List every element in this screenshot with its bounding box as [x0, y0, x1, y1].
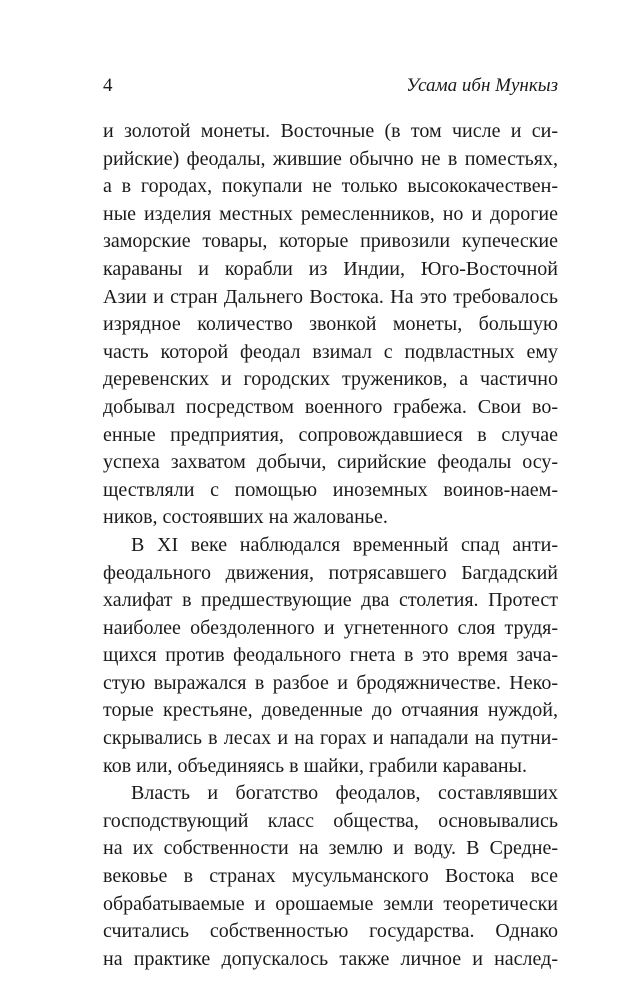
text-line: ков или, объединяясь в шайки, грабили караваны. — [103, 754, 527, 777]
text-line: рийские) феодалы, жившие обычно не в поместьях, — [103, 147, 558, 170]
text-line: караваны и корабли из Индии, Юго-Восточной — [103, 257, 558, 280]
text-line: деревенских и городских тружеников, а частично — [103, 368, 558, 391]
text-line: Власть и богатство феодалов, составлявших — [131, 782, 558, 805]
text-line: часть которой феодал взимал с подвластных ему — [103, 340, 558, 363]
text-line: феодального движения, потрясавшего Багдадский — [103, 561, 558, 584]
text-line: считались собственностью государства. Однако — [103, 920, 558, 943]
page-number: 4 — [103, 75, 113, 96]
text-line: вековье в странах мусульманского Востока все — [103, 865, 558, 888]
text-line: халифат в предшествующие два столетия. Протест — [103, 589, 558, 612]
text-line: а в городах, покупали не только высококачествен- — [103, 175, 558, 198]
text-line: стую выражался в разбое и бродяжничестве. Неко- — [103, 671, 558, 694]
text-line: и золотой монеты. Восточные (в том числе и си- — [103, 120, 558, 142]
text-line: заморские товары, которые привозили купеческие — [103, 230, 558, 253]
text-line: на практике допускалось также личное и наслед- — [103, 947, 558, 970]
running-head — [103, 74, 558, 98]
text-line: скрывались в лесах и на горах и нападали на путни- — [103, 727, 558, 750]
text-line: изрядное количество звонкой монеты, большую — [103, 313, 558, 336]
text-line: ников, состоявших на жалованье. — [103, 506, 388, 529]
text-line: торые крестьяне, доведенные до отчаяния нуждой, — [103, 699, 558, 722]
text-line: Азии и стран Дальнего Востока. На это требовалось — [103, 285, 558, 308]
text-line: добывал посредством военного грабежа. Свои во- — [103, 395, 558, 418]
text-line: наиболее обездоленного и угнетенного слоя трудя- — [103, 616, 558, 639]
text-line: на их собственности на землю и воду. В Средне- — [103, 837, 558, 860]
text-line: В XI веке наблюдался временный спад анти- — [131, 533, 558, 556]
text-line: успеха захватом добычи, сирийские феодалы осу- — [103, 451, 558, 474]
running-title: Усама ибн Мункыз — [406, 75, 558, 96]
text-line: енные предприятия, сопровождавшиеся в случае — [103, 423, 558, 446]
text-line: обрабатываемые и орошаемые земли теоретически — [103, 892, 558, 915]
text-line: щихся против феодального гнета в это время зача- — [103, 644, 558, 667]
text-line: ные изделия местных ремесленников, но и дорогие — [103, 202, 558, 225]
body-text — [103, 118, 558, 973]
text-line: господствующий класс общества, основывались — [103, 809, 558, 832]
text-line: ществляли с помощью иноземных воинов-наем- — [103, 478, 558, 501]
